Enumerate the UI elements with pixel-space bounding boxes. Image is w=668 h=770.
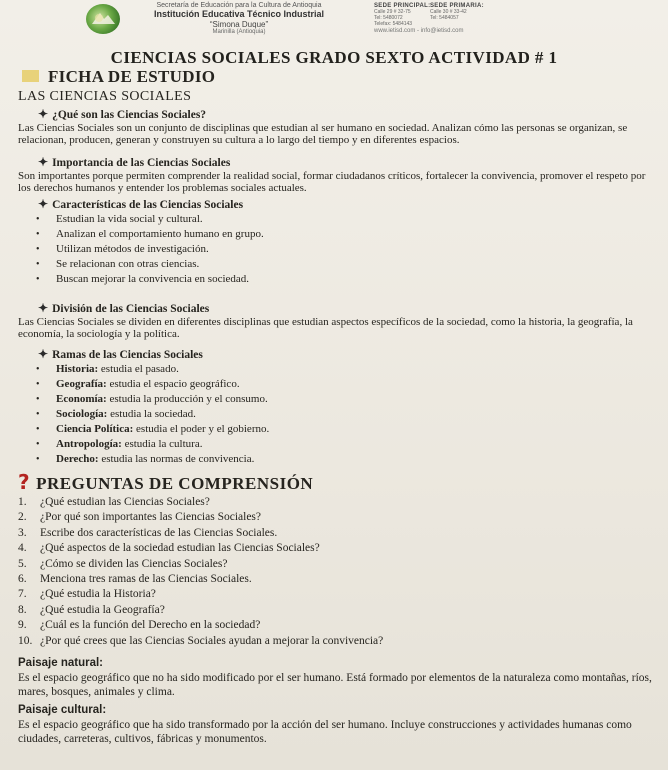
letterhead xyxy=(0,0,668,40)
secretaria-line: Secretaría de Educación para la Cultura de Antioquia xyxy=(156,2,322,9)
question-number: 5. xyxy=(18,557,27,570)
s2-heading xyxy=(38,155,230,170)
list-item xyxy=(36,452,269,467)
paisaje-cultural-text: Es el espacio geográfico que ha sido transformado por la acción del ser humano. Incluye construcciones y actividades humanas como ciudades, carreteras, cultivos, fábricas y monumentos. xyxy=(18,719,632,745)
branch-desc: estudia la sociedad. xyxy=(107,408,196,420)
paisaje-cultural-heading: Paisaje cultural: xyxy=(18,704,107,716)
paisaje-natural-heading: Paisaje natural: xyxy=(18,657,104,669)
list-item: • Analizan el comportamiento humano en grupo. xyxy=(36,227,264,242)
question-number: 10. xyxy=(18,634,33,647)
question-item xyxy=(18,541,383,556)
question-item xyxy=(18,572,383,587)
list-item xyxy=(36,392,269,407)
question-item xyxy=(18,603,383,618)
institution-location: Marinilla (Antioquia) xyxy=(212,29,266,35)
sede-principal-line: Calle 29 # 32-75 xyxy=(374,9,411,15)
question-text: Escribe dos características de las Ciencias Sociales. xyxy=(40,526,278,539)
s3-heading-text: Características de las Ciencias Sociales xyxy=(52,199,244,211)
question-number: 2. xyxy=(18,511,27,524)
question-number: 8. xyxy=(18,603,27,616)
sede-primaria-title: SEDE PRIMARIA: xyxy=(430,3,484,9)
sede-principal-line: Tel: 5480072 xyxy=(374,15,403,21)
sede-principal-line: Telefax: 5484143 xyxy=(374,21,413,27)
questions-heading xyxy=(18,470,313,494)
question-text: ¿Qué estudia la Geografía? xyxy=(40,603,165,616)
s1-heading-text: ¿Qué son las Ciencias Sociales? xyxy=(52,109,207,121)
question-item xyxy=(18,510,383,525)
question-number: 6. xyxy=(18,573,27,586)
question-text: ¿Cómo se dividen las Ciencias Sociales? xyxy=(40,557,228,570)
branch-desc: estudia la cultura. xyxy=(121,438,203,450)
sede-principal-title: SEDE PRINCIPAL: xyxy=(374,3,431,9)
question-number: 4. xyxy=(18,542,27,555)
branch-desc: estudia el espacio geográfico. xyxy=(106,378,240,390)
question-mark-icon: ? xyxy=(18,470,31,494)
branch-term: Antropología: xyxy=(56,438,122,450)
list-item xyxy=(36,407,269,422)
question-text: ¿Por qué son importantes las Ciencias Sociales? xyxy=(40,511,262,524)
question-number: 1. xyxy=(18,496,27,508)
website-line: www.ietisd.com - info@ietisd.com xyxy=(374,28,464,34)
branches-list xyxy=(36,362,269,467)
note-icon xyxy=(22,70,39,82)
star-icon: ✦ xyxy=(38,347,49,361)
s2-paragraph: Son importantes porque permiten comprender la realidad social, formar ciudadanos críticos, fortalecer la convivencia, promover el respeto por los derechos humanos y entender los problemas sociales actuales. xyxy=(18,170,646,194)
sede-principal xyxy=(374,3,430,27)
branch-term: Derecho: xyxy=(56,453,99,465)
questions-list xyxy=(18,495,383,649)
s5-heading-text: Ramas de las Ciencias Sociales xyxy=(52,349,203,361)
question-item xyxy=(18,526,383,541)
question-number: 9. xyxy=(18,619,27,632)
list-item xyxy=(36,437,269,452)
branch-desc: estudia la producción y el consumo. xyxy=(106,393,268,405)
sede-primaria-line: Calle 30 # 33-42 xyxy=(430,9,467,15)
institution-block xyxy=(128,2,350,35)
star-icon: ✦ xyxy=(38,155,49,169)
ficha-heading: FICHA DE ESTUDIO xyxy=(48,67,216,86)
list-item: • Buscan mejorar la convivencia en sociedad. xyxy=(36,272,264,287)
question-text: ¿Cuál es la función del Derecho en la sociedad? xyxy=(40,619,261,632)
question-item xyxy=(18,557,383,572)
questions-heading-text: PREGUNTAS DE COMPRENSIÓN xyxy=(36,474,314,493)
question-text: Menciona tres ramas de las Ciencias Sociales. xyxy=(40,573,252,586)
list-item xyxy=(36,362,269,377)
sede-primaria xyxy=(430,3,484,21)
star-icon: ✦ xyxy=(38,197,49,211)
institution-subname: “Simona Duque” xyxy=(209,20,269,29)
branch-term: Economía: xyxy=(56,393,107,405)
question-item xyxy=(18,618,383,633)
question-number: 3. xyxy=(18,526,27,539)
list-item: • Se relacionan con otras ciencias. xyxy=(36,257,264,272)
question-text: ¿Por qué crees que las Ciencias Sociales ayudan a mejorar la convivencia? xyxy=(40,634,384,647)
s1-paragraph: Las Ciencias Sociales son un conjunto de disciplinas que estudian al ser humano en sociedad. Analizan cómo las personas se organizan, se relacionan, producen, generan y construyen su cultura a lo largo del tiempo y en diferentes espacios. xyxy=(18,122,628,146)
institution-name: Institución Educativa Técnico Industrial xyxy=(153,9,325,19)
star-icon: ✦ xyxy=(38,107,49,121)
branch-term: Historia: xyxy=(56,363,99,375)
branch-term: Ciencia Política: xyxy=(56,423,134,435)
list-item xyxy=(36,422,269,437)
list-item: • Estudian la vida social y cultural. xyxy=(36,212,264,227)
question-item xyxy=(18,587,383,602)
paisaje-natural-text: Es el espacio geográfico que no ha sido modificado por el ser humano. Está formado por elementos de la naturaleza como montañas, ríos, mares, bosques, animales y clima. xyxy=(18,672,652,698)
branch-term: Geografía: xyxy=(56,378,107,390)
branch-desc: estudia el pasado. xyxy=(98,363,179,375)
s4-heading xyxy=(38,301,209,316)
list-item: • Utilizan métodos de investigación. xyxy=(36,242,264,257)
sede-primaria-line: Tel: 5484057 xyxy=(430,15,459,21)
school-logo-icon xyxy=(86,4,120,34)
question-item xyxy=(18,495,383,510)
s3-heading xyxy=(38,197,243,212)
branch-term: Sociología: xyxy=(56,408,108,420)
branch-desc: estudia las normas de convivencia. xyxy=(98,453,255,465)
s1-heading xyxy=(38,107,206,122)
s2-heading-text: Importancia de las Ciencias Sociales xyxy=(52,157,231,169)
section-heading: LAS CIENCIAS SOCIALES xyxy=(18,89,192,104)
characteristics-list xyxy=(36,212,264,287)
question-item xyxy=(18,634,383,649)
page-title: CIENCIAS SOCIALES GRADO SEXTO ACTIVIDAD # 1 xyxy=(110,48,558,67)
question-text: ¿Qué estudia la Historia? xyxy=(40,588,156,601)
question-number: 7. xyxy=(18,588,27,601)
s4-heading-text: División de las Ciencias Sociales xyxy=(52,303,210,315)
s5-heading xyxy=(38,347,203,362)
star-icon: ✦ xyxy=(38,301,49,315)
s4-paragraph: Las Ciencias Sociales se dividen en diferentes disciplinas que estudian aspectos específicos de la sociedad, como la historia, la geografía, la economía, la sociología y la política. xyxy=(18,316,633,340)
list-item xyxy=(36,377,269,392)
question-text: ¿Qué estudian las Ciencias Sociales? xyxy=(40,496,210,508)
branch-desc: estudia el poder y el gobierno. xyxy=(133,423,270,435)
question-text: ¿Qué aspectos de la sociedad estudian las Ciencias Sociales? xyxy=(40,542,320,555)
